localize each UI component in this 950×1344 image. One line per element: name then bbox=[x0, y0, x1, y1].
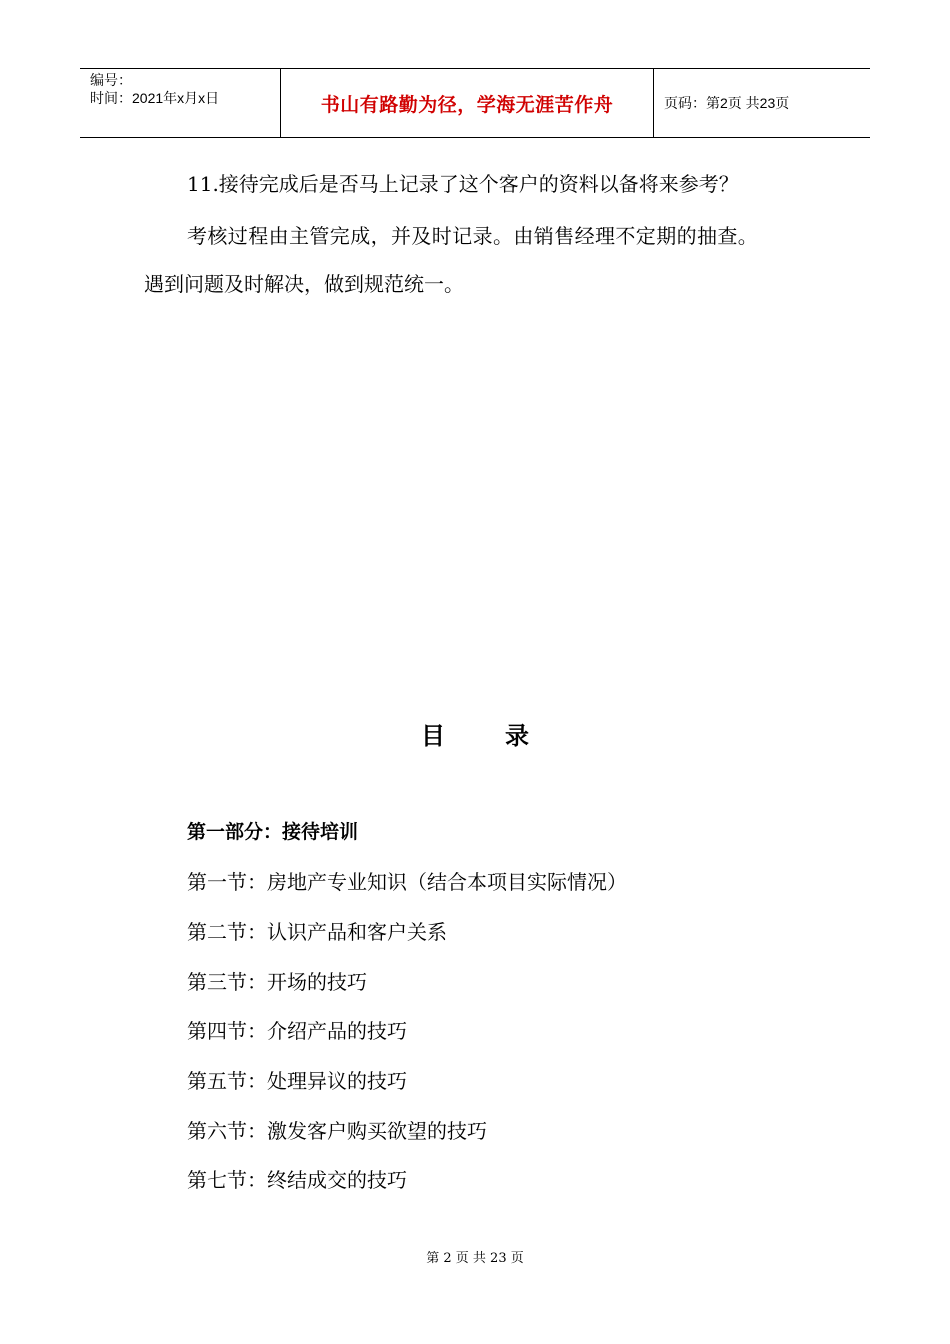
header-meta bbox=[80, 69, 281, 137]
motto-text: 书山有路勤为径，学海无涯苦作舟 bbox=[320, 93, 614, 116]
header-page-cell bbox=[654, 69, 870, 137]
page-footer: 第 2 页 共 23 页 bbox=[426, 1251, 524, 1266]
body-line-1: 11.接待完成后是否马上记录了这个客户的资料以备将来参考？ bbox=[187, 172, 739, 196]
toc-item: 第四节：介绍产品的技巧 bbox=[187, 1019, 407, 1043]
time-label: 时间：2021年x月x日 bbox=[90, 90, 220, 106]
toc-item: 第三节：开场的技巧 bbox=[187, 970, 367, 994]
body-line-3: 遇到问题及时解决，做到规范统一。 bbox=[144, 272, 464, 296]
number-label: 编号： bbox=[90, 72, 132, 88]
toc-item: 第五节：处理异议的技巧 bbox=[187, 1069, 407, 1093]
toc-item: 第七节：终结成交的技巧 bbox=[187, 1168, 407, 1192]
document-header bbox=[80, 68, 870, 138]
toc-item: 第六节：激发客户购买欲望的技巧 bbox=[187, 1119, 487, 1143]
toc-item: 第二节：认识产品和客户关系 bbox=[187, 920, 447, 944]
body-line-2: 考核过程由主管完成，并及时记录。由销售经理不定期的抽查。 bbox=[187, 224, 759, 248]
toc-title: 目录 bbox=[421, 722, 589, 750]
page-info: 页码：第2页 共23页 bbox=[664, 95, 790, 111]
header-motto-cell bbox=[281, 69, 654, 137]
toc-item: 第一节：房地产专业知识（结合本项目实际情况） bbox=[187, 870, 627, 894]
toc-part-heading: 第一部分：接待培训 bbox=[187, 821, 359, 843]
